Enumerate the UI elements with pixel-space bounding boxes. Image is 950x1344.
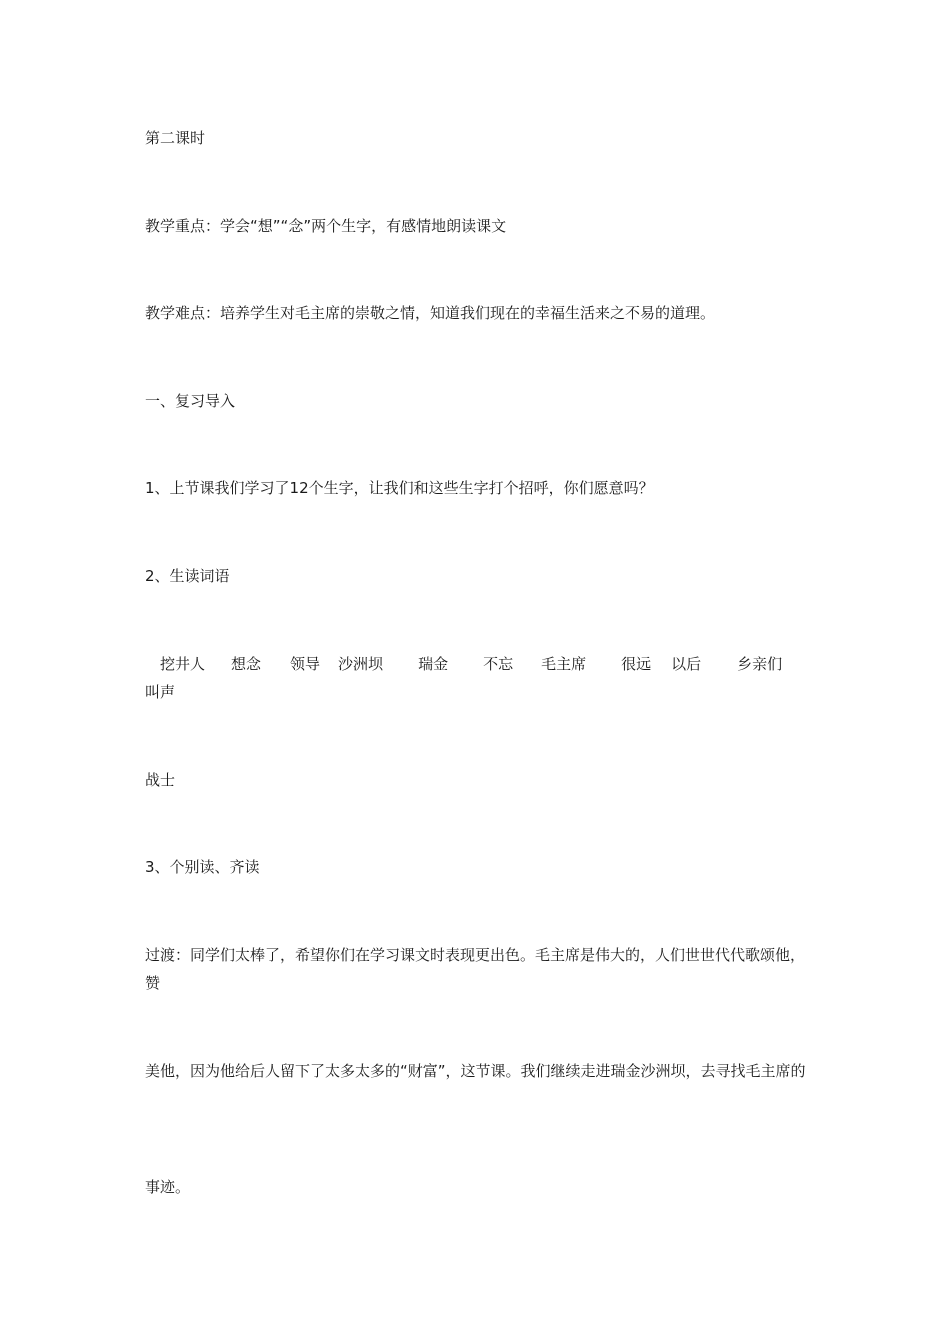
vocab-continued: 战士: [145, 771, 176, 789]
difficulty-paragraph: 教学难点：培养学生对毛主席的崇敬之情，知道我们现在的幸福生活来之不易的道理。: [145, 304, 716, 322]
key-point-paragraph: 教学重点：学会“想”“念”两个生字，有感情地朗读课文: [145, 217, 507, 235]
vocab-word: 不忘: [483, 655, 514, 673]
lesson-title: 第二课时: [145, 129, 206, 147]
vocab-word: 以后: [671, 655, 702, 673]
vocab-word: 叫声: [145, 683, 176, 701]
vocab-word: 沙洲坝: [338, 655, 384, 673]
step-2-paragraph: 2、生读词语: [145, 567, 230, 585]
vocab-word: 挖井人: [160, 655, 206, 673]
vocab-word: 想念: [231, 655, 262, 673]
transition-line-3: 事迹。: [145, 1178, 191, 1196]
step-1-paragraph: 1、上节课我们学习了12个生字，让我们和这些生字打个招呼，你们愿意吗？: [145, 479, 654, 497]
vocab-word: 瑞金: [418, 655, 449, 673]
vocab-word: 毛主席: [541, 655, 587, 673]
vocab-word: 乡亲们: [737, 655, 783, 673]
vocab-word: 领导: [290, 655, 321, 673]
transition-line-1: 过渡：同学们太棒了，希望你们在学习课文时表现更出色。毛主席是伟大的，人们世世代代歌颂他，赞: [145, 946, 806, 992]
step-3-paragraph: 3、个别读、齐读: [145, 858, 260, 876]
section-heading: 一、复习导入: [145, 392, 236, 410]
vocab-word: 很远: [621, 655, 652, 673]
vocabulary-list: [145, 650, 807, 706]
transition-line-2: 美他，因为他给后人留下了太多太多的“财富”，这节课。我们继续走进瑞金沙洲坝，去寻找毛主席的: [145, 1062, 806, 1080]
